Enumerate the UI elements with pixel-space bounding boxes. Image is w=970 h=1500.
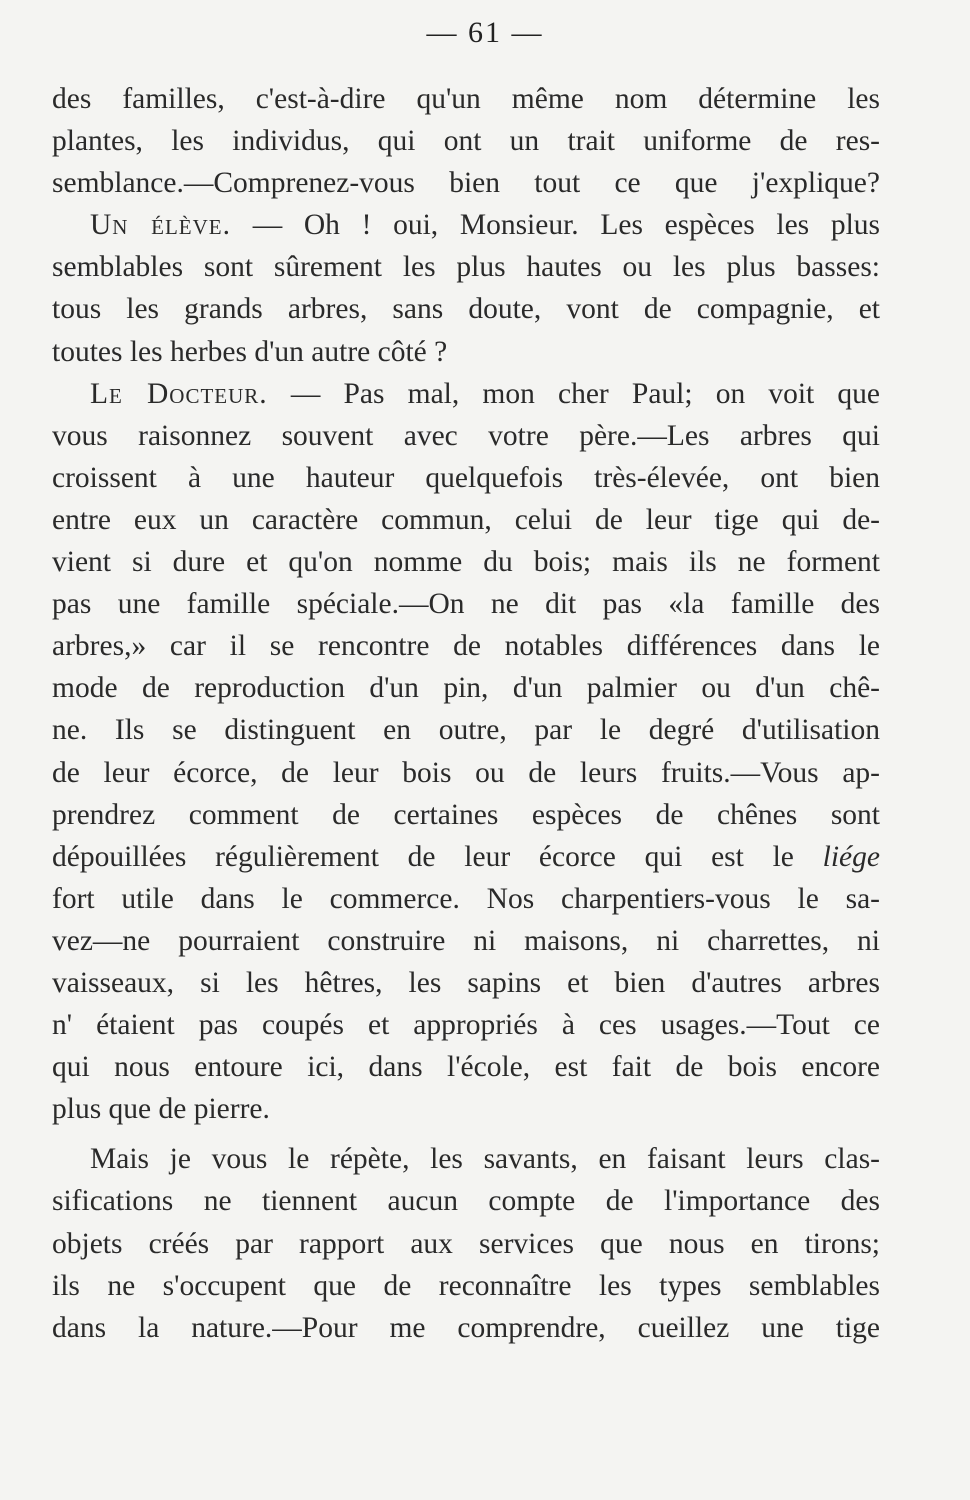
text-line: dans la nature.—Pour me comprendre, cueillez une tige: [52, 1311, 880, 1344]
text-line: pas une famille spéciale.—On ne dit pas «la famille des: [52, 588, 880, 621]
paragraph-gap: [52, 1130, 880, 1138]
text-line: n' étaient pas coupés et appropriés à ces usages.—Tout ce: [52, 1009, 880, 1042]
text-line: entre eux un caractère commun, celui de leur tige qui de-: [52, 503, 880, 536]
text-line: vez—ne pourraient construire ni maisons, ni charrettes, ni: [52, 924, 880, 957]
paragraph-3: [52, 373, 880, 1131]
speaker-label: Un élève.: [90, 209, 231, 242]
text-line: arbres,» car il se rencontre de notables différences dans le: [52, 630, 880, 663]
line-text: dépouillées régulièrement de leur écorce qui est le: [52, 840, 794, 873]
text-line: sifications ne tiennent aucun compte de l'importance des: [52, 1185, 880, 1218]
text-line: mode de reproduction d'un pin, d'un palmier ou d'un chê-: [52, 672, 880, 705]
text-line: [52, 836, 880, 878]
text-line: vous raisonnez souvent avec votre père.—Les arbres qui: [52, 419, 880, 452]
text-line: fort utile dans le commerce. Nos charpentiers-vous le sa-: [52, 882, 880, 915]
text-line: qui nous entoure ici, dans l'école, est fait de bois encore: [52, 1051, 880, 1084]
text-line: vient si dure et qu'on nomme du bois; mais ils ne forment: [52, 546, 880, 579]
paragraph-4: [52, 1138, 880, 1348]
text-line: Mais je vous le répète, les savants, en faisant leurs clas-: [90, 1143, 880, 1176]
text-line: des familles, c'est-à-dire qu'un même nom détermine les: [52, 83, 880, 115]
text-line: semblables sont sûrement les plus hautes ou les plus basses:: [52, 251, 880, 284]
text-line: objets créés par rapport aux services que nous en tirons;: [52, 1227, 880, 1260]
dialogue-text: — Pas mal, mon cher Paul; on voit que: [290, 377, 880, 410]
text-line: croissent à une hauteur quelquefois très-élevée, ont bien: [52, 461, 880, 494]
text-line: toutes les herbes d'un autre côté ?: [52, 335, 448, 368]
text-line: plus que de pierre.: [52, 1093, 270, 1126]
text-line: semblance.—Comprenez-vous bien tout ce que j'explique?: [52, 167, 880, 200]
speaker-label: Le Docteur.: [90, 377, 268, 410]
text-line: ils ne s'occupent que de reconnaître les types semblables: [52, 1269, 880, 1302]
paragraph-2: [52, 204, 880, 372]
text-line: tous les grands arbres, sans doute, vont de compagnie, et: [52, 293, 880, 326]
paragraph-1: [52, 78, 880, 204]
text-line: [52, 373, 880, 415]
text-line: plantes, les individus, qui ont un trait uniforme de res-: [52, 125, 880, 158]
page-number: — 61 —: [426, 16, 544, 49]
text-line: [52, 204, 880, 246]
body-text: [52, 78, 880, 1349]
text-line: prendrez comment de certaines espèces de chênes sont: [52, 798, 880, 831]
text-line: de leur écorce, de leur bois ou de leurs fruits.—Vous ap-: [52, 756, 880, 789]
text-line: vaisseaux, si les hêtres, les sapins et bien d'autres arbres: [52, 966, 880, 999]
text-line: ne. Ils se distinguent en outre, par le degré d'utilisation: [52, 714, 880, 747]
dialogue-text: — Oh ! oui, Monsieur. Les espèces les plus: [252, 209, 880, 242]
italic-word: liége: [822, 840, 880, 873]
